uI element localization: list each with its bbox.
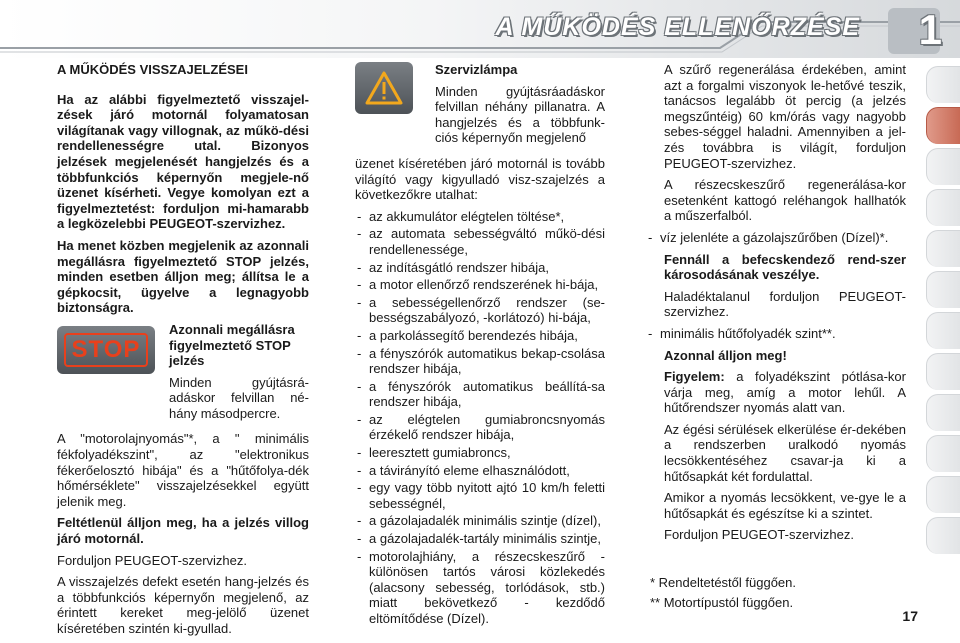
coolant-contact: Forduljon PEUGEOT-szervizhez. (664, 527, 855, 543)
list-item: - az automata sebességváltó műkö-dési rendellenessége, (355, 226, 605, 257)
page-header-title: A MŰKÖDÉS ELLENŐRZÉSE (495, 13, 860, 41)
chapter-tab-active[interactable] (926, 107, 960, 144)
service-warning-icon (355, 62, 413, 114)
service-lamp-title: Szervizlámpa (435, 62, 518, 77)
footnote: * Rendeltetéstől függően. (650, 575, 796, 590)
list-item: - víz jelenléte a gázolajszűrőben (Dízel)*. (646, 230, 906, 246)
page-number: 17 (902, 608, 918, 624)
list-item: - a távirányító eleme elhasználódott, (355, 463, 605, 479)
service-lamp-desc: Minden gyújtásráadáskor felvillan néhány pillanatra. A hangjelzés és a többfunk-ciós képernyőn megjelenő (435, 83, 605, 146)
stop-bold-instruction: Feltétlenül álljon meg, ha a jelzés villog járó motornál. (57, 515, 309, 547)
pressure-text: Amikor a nyomás lecsökkent, ve-gye le a hűtősapkát és egészítse ki a szintet. (664, 490, 906, 521)
list-item: - a sebességellenőrző rendszer (se-bességszabályozó, -korlátozó) hi-bája, (355, 295, 605, 326)
list-item: - az akkumulátor elégtelen töltése*, (355, 209, 605, 225)
list-item: - motorolajhiány, a részecskeszűrő - különösen tartós városi közlekedés (alacsony sebesség, torlódások, stb.) miatt bekövetkező - kezdődő eltömítődése (Dízel). (355, 549, 605, 627)
stop-icon-label: STOP (64, 333, 149, 367)
intro-warning: Ha az alábbi figyelmeztető visszajel-zések járó motornál folyamatosan világítanak vagy villognak, az műkö-dési rendellenességre utal. Bizonyos jelzések megjelenését hangjelzés és a többfunkciós képernyőn megjele-nő üzenet kísérheti. Vegye komolyan ezt a figyelmeztetést: forduljon mi-hamarabb a legközelebbi PEUGEOT-szervizhez. (57, 91, 309, 232)
service-lamp-text (435, 62, 605, 152)
section-title: A MŰKÖDÉS VISSZAJELZÉSEI (57, 62, 248, 77)
stop-warning-text (169, 322, 309, 428)
list-item: - a parkolássegítő berendezés hibája, (355, 328, 605, 344)
column-left (57, 62, 309, 643)
chapter-tab[interactable] (926, 394, 960, 431)
column-middle (355, 62, 605, 633)
list-item: - az indításgátló rendszer hibája, (355, 260, 605, 276)
chapter-tab[interactable] (926, 312, 960, 349)
coolant-text: a folyadékszint pótlása-kor várja meg, amíg a motor lehűl. A hűtőrendszer nyomás alatt van. (664, 369, 906, 416)
stop-immediately: Azonnal álljon meg! (664, 347, 787, 363)
stop-warning-icon (57, 326, 155, 374)
list-item: - egy vagy több nyitott ajtó 10 km/h feletti sebességnél, (355, 480, 605, 511)
chapter-tab[interactable] (926, 271, 960, 308)
coolant-attention (646, 369, 906, 416)
list-item: - a motor ellenőrző rendszerének hi-bája, (355, 277, 605, 293)
chapter-tab[interactable] (926, 189, 960, 226)
chapter-tab[interactable] (926, 435, 960, 472)
chapter-tabs (926, 66, 960, 558)
filter-regeneration: A szűrő regenerálása érdekében, amint azt a forgalmi viszonyok le-hetővé teszik, tanácsos legalább öt percig (a jelzés megszűntéig) 60 km/órás vagy nagyobb sebes-séggel haladni. Amennyiben a jel-zés továbbra is világít, forduljon PEUGEOT-szervizhez. (664, 62, 906, 171)
fault-list-cont (646, 326, 906, 342)
list-item: - leeresztett gumiabroncs, (355, 445, 605, 461)
list-item: - az elégtelen gumiabroncsnyomás érzékelő rendszer hibája, (355, 412, 605, 443)
moving-warning: Ha menet közben megjelenik az azonnali megállásra figyelmeztető STOP jelzés, minden esetben álljon meg; állítsa le a gépkocsit, ügyelve a legnagyobb biztonságra. (57, 237, 309, 316)
chapter-tab[interactable] (926, 353, 960, 390)
stop-paragraph: A "motorolajnyomás"*, a " minimális fékfolyadékszint", az "elektronikus fékerőelosztó hibája" és a "hűtőfolya-dék hőmérséklete" visszajelzésekkel együtt jelenik meg. (57, 431, 309, 509)
chapter-tab[interactable] (926, 517, 960, 554)
list-item: - a gázolajadalék minimális szintje (dízel), (355, 513, 605, 529)
fault-list (355, 209, 605, 627)
list-item: - minimális hűtőfolyadék szint**. (646, 326, 906, 342)
water-contact: Haladéktalanul forduljon PEUGEOT-szervizhez. (664, 288, 906, 320)
list-item: - a fényszórók automatikus bekap-csolása rendszer hibája, (355, 346, 605, 377)
footnotes (650, 573, 796, 613)
burn-warning: Az égési sérülések elkerülése ér-dekében a rendszerben uralkodó nyomás lecsökkentéséhez csavar-ja ki a hűtősapkát két fordulattal. (664, 421, 906, 484)
chapter-tab[interactable] (926, 476, 960, 513)
regeneration-sound: A részecskeszűrő regenerálása-kor esetenként kattogó reléhangok hallhatók a műszerfalból. (664, 177, 906, 224)
chapter-tab[interactable] (926, 66, 960, 103)
fault-list-cont (646, 230, 906, 246)
service-lamp-block (355, 62, 605, 152)
chapter-tab[interactable] (926, 230, 960, 267)
column-right (646, 62, 906, 549)
stop-warning-desc: Minden gyújtásrá-adáskor felvillan né-hány másodpercre. (169, 374, 309, 421)
service-lamp-cont: üzenet kíséretében járó motornál is tovább világító vagy kigyulladó visz-szajelzés a következőkre utalhat: (355, 155, 605, 203)
injection-warning: Fennáll a befecskendező rend-szer károsodásának veszélye. (664, 251, 906, 283)
footnote: ** Motortípustól függően. (650, 595, 794, 610)
stop-warning-block (57, 322, 309, 428)
contact-service: Forduljon PEUGEOT-szervizhez. (57, 552, 248, 568)
list-item: - a gázolajadalék-tartály minimális szintje, (355, 531, 605, 547)
defect-paragraph: A visszajelzés defekt esetén hang-jelzés és a többfunkciós képernyőn megjelenő, az érintett kereket meg-jelölő üzenet kíséretében szintén ki-gyullad. (57, 574, 309, 636)
attention-label: Figyelem: (664, 369, 725, 385)
chapter-tab[interactable] (926, 148, 960, 185)
stop-warning-title: Azonnali megállásra figyelmeztető STOP jelzés (169, 321, 295, 369)
list-item: - a fényszórók automatikus beállítá-sa rendszer hibája, (355, 379, 605, 410)
chapter-number: 1 (918, 6, 942, 53)
